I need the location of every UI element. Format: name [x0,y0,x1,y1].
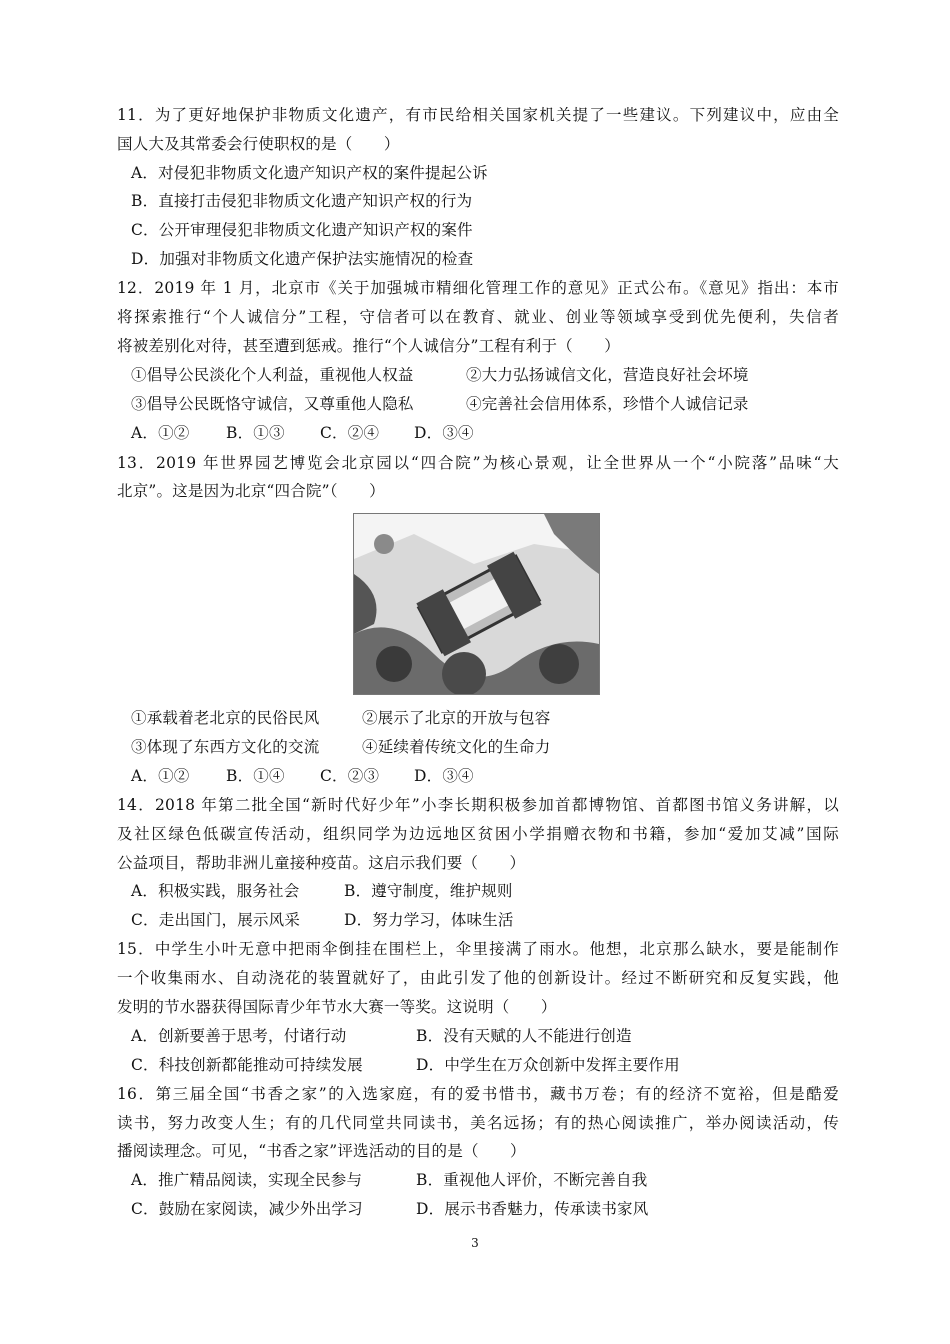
q15-option-a: A．创新要善于思考，付诸行动 [131,1027,347,1045]
q15-stem-line3: 发明的节水器获得国际青少年节水大赛一等奖。这说明（ ） [117,998,557,1016]
q14-option-c: C．走出国门，展示风采 [131,911,301,929]
q15-option-b: B．没有天赋的人不能进行创造 [416,1027,632,1045]
page-number: 3 [471,1236,479,1250]
q12-item-1: ①倡导公民淡化个人利益，重视他人权益 [131,366,414,384]
q14-stem-line1: 14．2018 年第二批全国“新时代好少年”小李长期积极参加首都博物馆、首都图书馆义务讲解，以 [117,796,839,814]
q12-choice-b: B．①③ [226,424,285,442]
q13-choice-c: C．②③ [320,767,380,785]
photo-icon [354,514,599,694]
q13-choice-a: A．①② [131,767,190,785]
q12-choice-a: A．①② [131,424,190,442]
q15-stem-line2: 一个收集雨水、自动浇花的装置就好了，由此引发了他的创新设计。经过不断研究和反复实践，他 [117,969,839,987]
q16-option-a: A．推广精品阅读，实现全民参与 [131,1171,363,1189]
q11-option-c: C．公开审理侵犯非物质文化遗产知识产权的案件 [131,221,473,239]
q16-stem-line1: 16．第三届全国“书香之家”的入选家庭，有的爱书惜书，藏书万卷；有的经济不宽裕，但是酷爱 [117,1085,839,1103]
q12-stem-line3: 将被差别化对待，甚至遭到惩戒。推行“个人诚信分”工程有利于（ ） [117,337,620,355]
q15-option-d: D．中学生在万众创新中发挥主要作用 [416,1056,680,1074]
q13-item-4: ④延续着传统文化的生命力 [362,738,551,756]
q15-stem-line1: 15．中学生小叶无意中把雨伞倒挂在围栏上，伞里接满了雨水。他想，北京那么缺水，要是能制作 [117,940,839,958]
siheyuan-aerial-photo [353,513,600,695]
q12-choice-c: C．②④ [320,424,380,442]
q14-stem-line2: 及社区绿色低碳宣传活动，组织同学为边远地区贫困小学捐赠衣物和书籍，参加“爱加艾减”国际 [117,825,839,843]
q16-option-b: B．重视他人评价，不断完善自我 [416,1171,648,1189]
q16-stem-line3: 播阅读理念。可见，“书香之家”评选活动的目的是（ ） [117,1142,526,1160]
q11-stem-line2: 国人大及其常委会行使职权的是（ ） [117,135,400,153]
q12-stem-line2: 将探索推行“个人诚信分”工程，守信者可以在教育、就业、创业等领域享受到优先便利，失信者 [117,308,839,326]
q12-item-3: ③倡导公民既恪守诚信，又尊重他人隐私 [131,395,414,413]
q13-stem-line1: 13．2019 年世界园艺博览会北京园以“四合院”为核心景观，让全世界从一个“小院落”品味“大 [117,454,839,472]
q13-item-3: ③体现了东西方文化的交流 [131,738,320,756]
q11-option-d: D．加强对非物质文化遗产保护法实施情况的检查 [131,250,474,268]
q11-option-a: A．对侵犯非物质文化遗产知识产权的案件提起公诉 [131,164,488,182]
q13-item-1: ①承载着老北京的民俗民风 [131,709,320,727]
q11-stem-line1: 11．为了更好地保护非物质文化遗产，有市民给相关国家机关提了一些建议。下列建议中，应由全 [117,106,839,124]
q12-item-4: ④完善社会信用体系，珍惜个人诚信记录 [466,395,749,413]
q12-stem-line1: 12．2019 年 1 月，北京市《关于加强城市精细化管理工作的意见》正式公布。《意见》指出：本市 [117,279,839,297]
q14-option-b: B．遵守制度，维护规则 [344,882,513,900]
q16-option-c: C．鼓励在家阅读，减少外出学习 [131,1200,363,1218]
q16-option-d: D．展示书香魅力，传承读书家风 [416,1200,649,1218]
q13-stem-line2: 北京”。这是因为北京“四合院”（ ） [117,482,385,500]
q13-choice-d: D．③④ [414,767,474,785]
q13-item-2: ②展示了北京的开放与包容 [362,709,551,727]
q15-option-c: C．科技创新都能推动可持续发展 [131,1056,363,1074]
q14-option-d: D．努力学习，体味生活 [344,911,514,929]
q13-choice-b: B．①④ [226,767,285,785]
q11-option-b: B．直接打击侵犯非物质文化遗产知识产权的行为 [131,192,473,210]
q12-choice-d: D．③④ [414,424,474,442]
q12-item-2: ②大力弘扬诚信文化，营造良好社会坏境 [466,366,749,384]
q16-stem-line2: 读书，努力改变人生；有的几代同堂共同读书，美名远扬；有的热心阅读推广，举办阅读活动，传 [117,1114,839,1132]
q14-option-a: A．积极实践，服务社会 [131,882,300,900]
q14-stem-line3: 公益项目，帮助非洲儿童接种疫苗。这启示我们要（ ） [117,854,526,872]
